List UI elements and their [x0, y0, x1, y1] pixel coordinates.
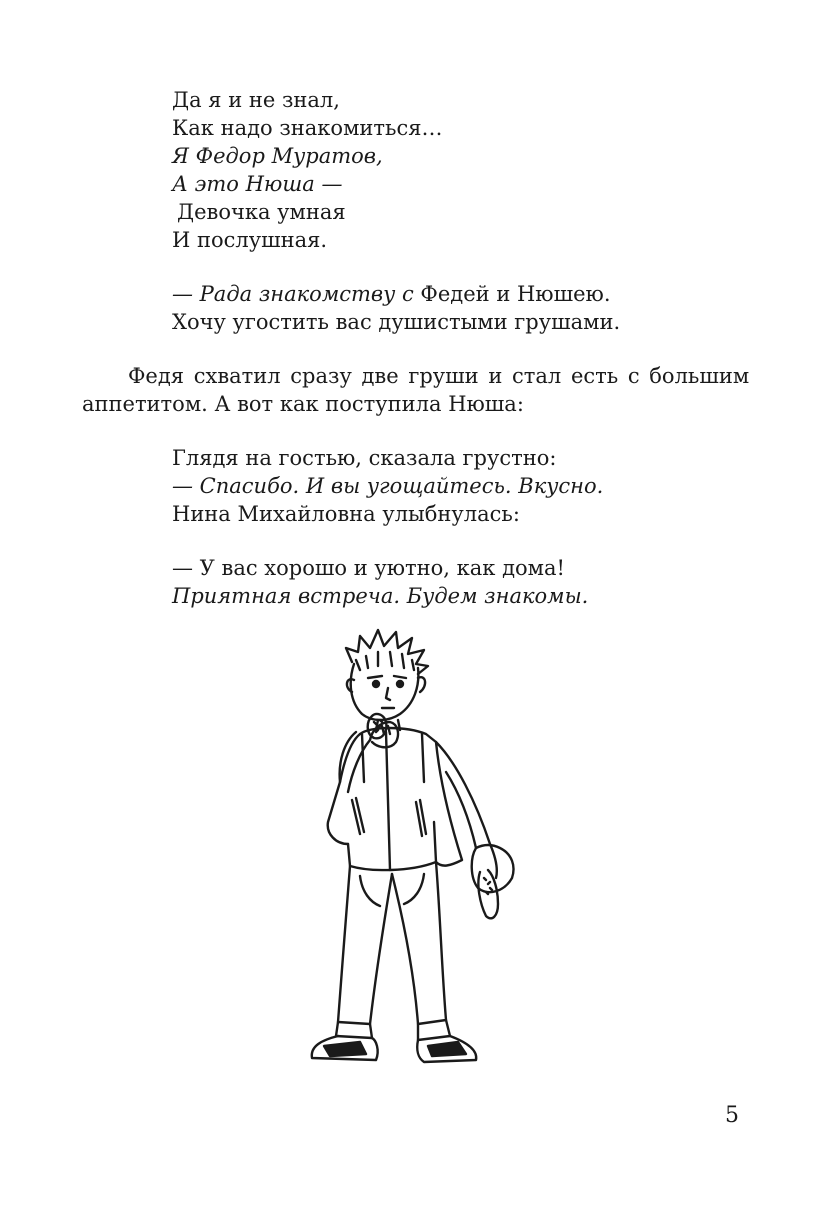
stanza2-line2: Хочу угостить вас душистыми грушами.: [172, 310, 621, 334]
stanza1-line1: Да я и не знал,: [172, 88, 340, 112]
stanza3-line2: — Спасибо. И вы угощайтесь. Вкусно.: [172, 474, 604, 498]
stanza1-line2: Как надо знакомиться…: [172, 116, 443, 140]
boy-eating-pear-illustration: [300, 622, 530, 1074]
stanza1-line6: И послушная.: [172, 228, 328, 252]
stanza1-line5: Девочка умная: [177, 200, 346, 224]
prose-line1: Федя схватил сразу две груши и стал есть с большим: [128, 364, 750, 388]
stanza2-line1-italic: — Рада знакомству с: [172, 282, 414, 306]
stanza3-line3: Нина Михайловна улыбнулась:: [172, 502, 520, 526]
stanza3-line1: Глядя на гостью, сказала грустно:: [172, 446, 557, 470]
stanza2-line1: [172, 280, 611, 308]
stanza4-line1: — У вас хорошо и уютно, как дома!: [172, 556, 565, 580]
stanza1-line3: Я Федор Муратов,: [172, 144, 383, 168]
prose-line2: аппетитом. А вот как поступила Нюша:: [82, 392, 524, 416]
stanza4-line2: Приятная встреча. Будем знакомы.: [172, 584, 589, 608]
page-number: 5: [725, 1103, 739, 1128]
stanza2-line1-rest: Федей и Нюшею.: [413, 282, 611, 306]
stanza1-line4: А это Нюша —: [172, 172, 343, 196]
